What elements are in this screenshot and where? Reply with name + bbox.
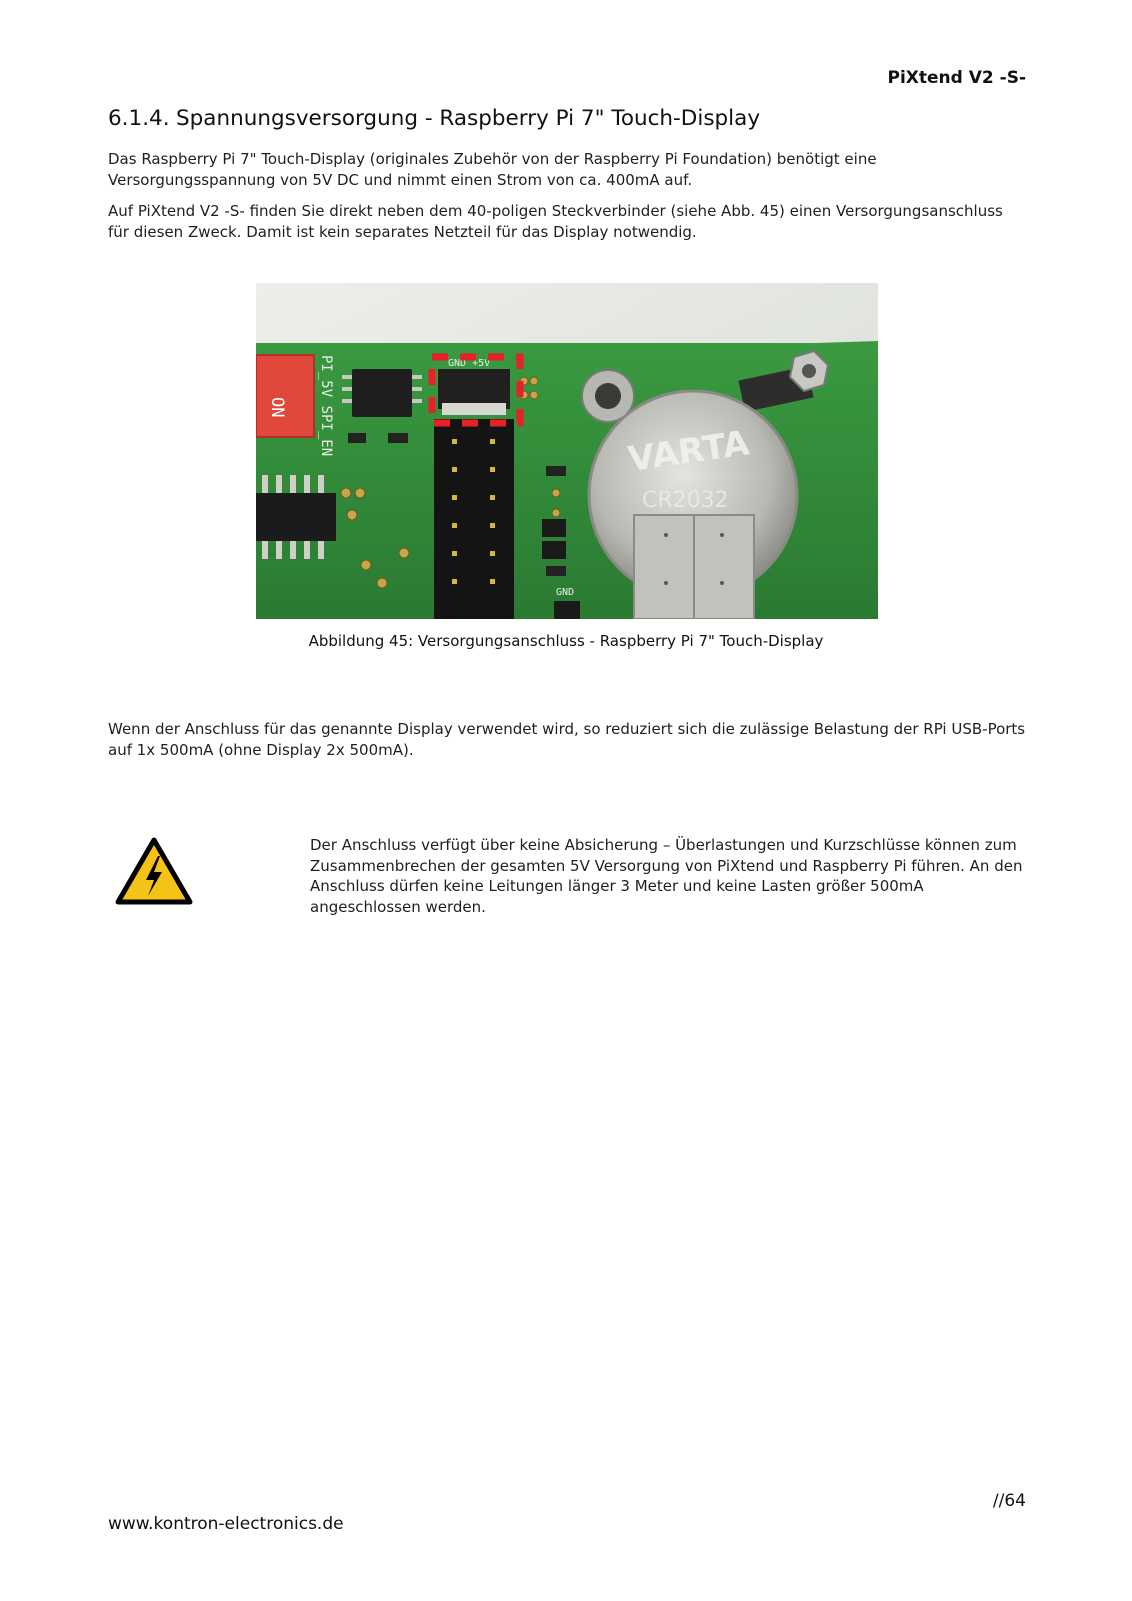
high-voltage-warning-icon <box>114 836 194 906</box>
battery-brand: VARTA <box>625 423 752 480</box>
section-title: Spannungsversorgung - Raspberry Pi 7" Touch-Display <box>176 106 761 131</box>
silkscreen-label: PI_5V SPI_EN <box>318 355 334 457</box>
paragraph-connector: Auf PiXtend V2 -S- finden Sie direkt neben dem 40-poligen Steckverbinder (siehe Abb. 45) einen Versorgungsanschluss für diesen Zweck. Damit ist kein separates Netzteil für das Display notwendig. <box>108 202 1003 241</box>
page-number: //64 <box>992 1491 1026 1511</box>
section-heading <box>108 106 1028 131</box>
paragraph-usb-load: Wenn der Anschluss für das genannte Display verwendet wird, so reduziert sich die zulässige Belastung der RPi USB-Ports auf 1x 500mA (ohne Display 2x 500mA). <box>108 720 1026 759</box>
warning-text: Der Anschluss verfügt über keine Absicherung – Überlastungen und Kurzschlüsse können zum Zusammenbrechen der gesamten 5V Versorgung von PiXtend und Raspberry Pi führen. An den Anschluss dürfen keine Leitungen länger 3 Meter und keine Lasten größer 500mA angeschlossen werden. <box>310 836 1023 916</box>
footer-url[interactable]: www.kontron-electronics.de <box>108 1514 344 1534</box>
pcb-photo <box>256 283 878 619</box>
header-title: PiXtend V2 -S- <box>887 68 1026 88</box>
battery-type: CR2032 <box>642 488 729 513</box>
section-number: 6.1.4. <box>108 106 170 131</box>
connector-label: GND +5V <box>448 358 491 369</box>
paragraph-intro: Das Raspberry Pi 7" Touch-Display (originales Zubehör von der Raspberry Pi Foundation) benötigt eine Versorgungsspannung von 5V DC und nimmt einen Strom von ca. 400mA auf. <box>108 150 877 189</box>
figure-caption: Abbildung 45: Versorgungsanschluss - Raspberry Pi 7" Touch-Display <box>308 632 824 650</box>
gnd-label: GND <box>556 587 575 598</box>
switch-label: ON <box>267 397 287 418</box>
